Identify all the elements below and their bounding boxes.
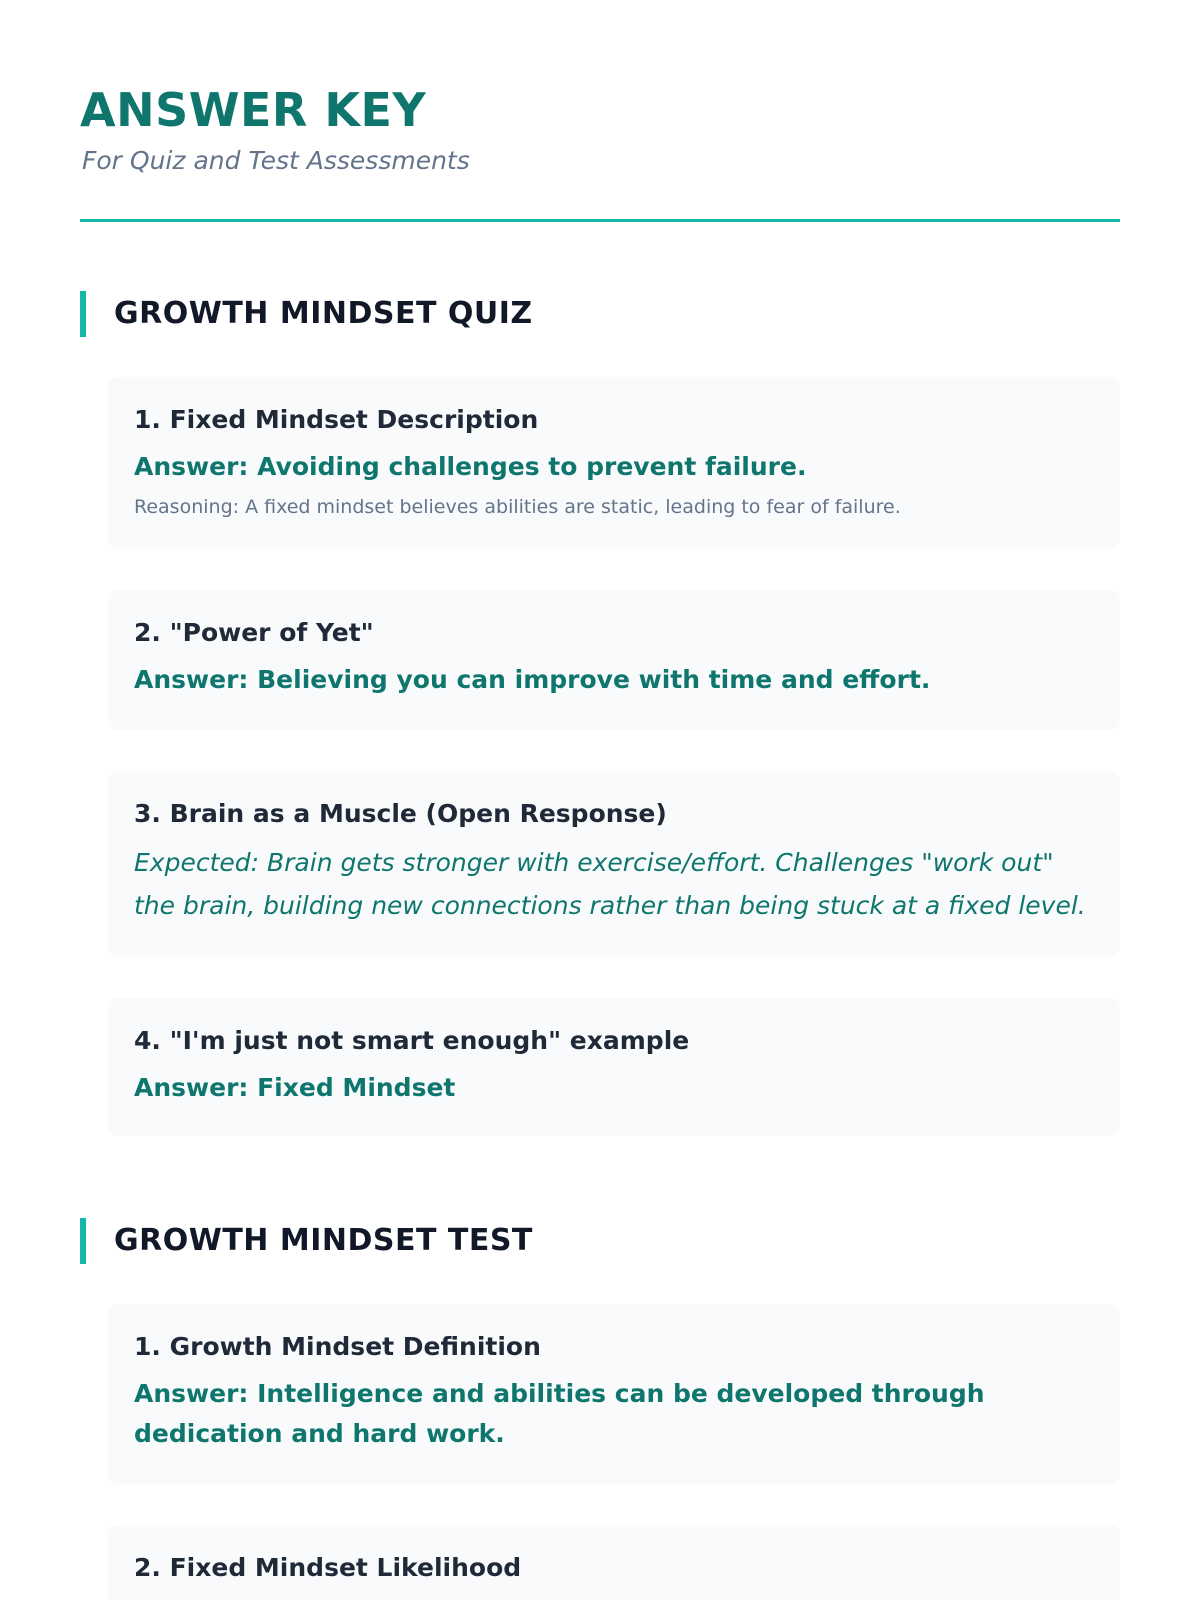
question-title: 1. Growth Mindset Definition	[134, 1332, 541, 1361]
question-title: 1. Fixed Mindset Description	[134, 405, 539, 434]
quiz-question-card-4	[108, 998, 1120, 1136]
reasoning-text: Reasoning: A fixed mindset believes abilities are static, leading to fear of failure.	[134, 496, 901, 518]
test-section-header	[80, 1218, 1120, 1266]
answer-text: Answer: Believing you can improve with time and effort.	[134, 665, 931, 694]
section-title-quiz: GROWTH MINDSET QUIZ	[114, 296, 533, 331]
question-title: 2. "Power of Yet"	[134, 618, 374, 647]
quiz-question-card-1	[108, 377, 1120, 549]
question-title: 3. Brain as a Muscle (Open Response)	[134, 799, 667, 828]
quiz-question-card-2	[108, 590, 1120, 730]
section-accent-bar	[80, 1218, 86, 1264]
answer-text: Answer: Avoiding challenges to prevent failure.	[134, 452, 807, 481]
quiz-question-card-3	[108, 771, 1120, 957]
page-subtitle: For Quiz and Test Assessments	[82, 146, 470, 175]
question-title: 4. "I'm just not smart enough" example	[134, 1026, 690, 1055]
test-question-card-1	[108, 1304, 1120, 1484]
title-divider	[80, 219, 1120, 222]
test-question-card-2	[108, 1525, 1120, 1600]
section-title-test: GROWTH MINDSET TEST	[114, 1223, 533, 1258]
page-title: ANSWER KEY	[80, 83, 427, 137]
answer-text: Answer: Fixed Mindset	[134, 1073, 456, 1102]
quiz-section-header	[80, 291, 1120, 339]
expected-answer-text: Expected: Brain gets stronger with exercise/effort. Challenges "work out" the brain, building new connections rather than being stuck at a fixed level.	[134, 848, 1086, 920]
section-accent-bar	[80, 291, 86, 337]
question-title: 2. Fixed Mindset Likelihood	[134, 1553, 522, 1582]
answer-text: Answer: Intelligence and abilities can be developed through dedication and hard work.	[134, 1379, 985, 1448]
